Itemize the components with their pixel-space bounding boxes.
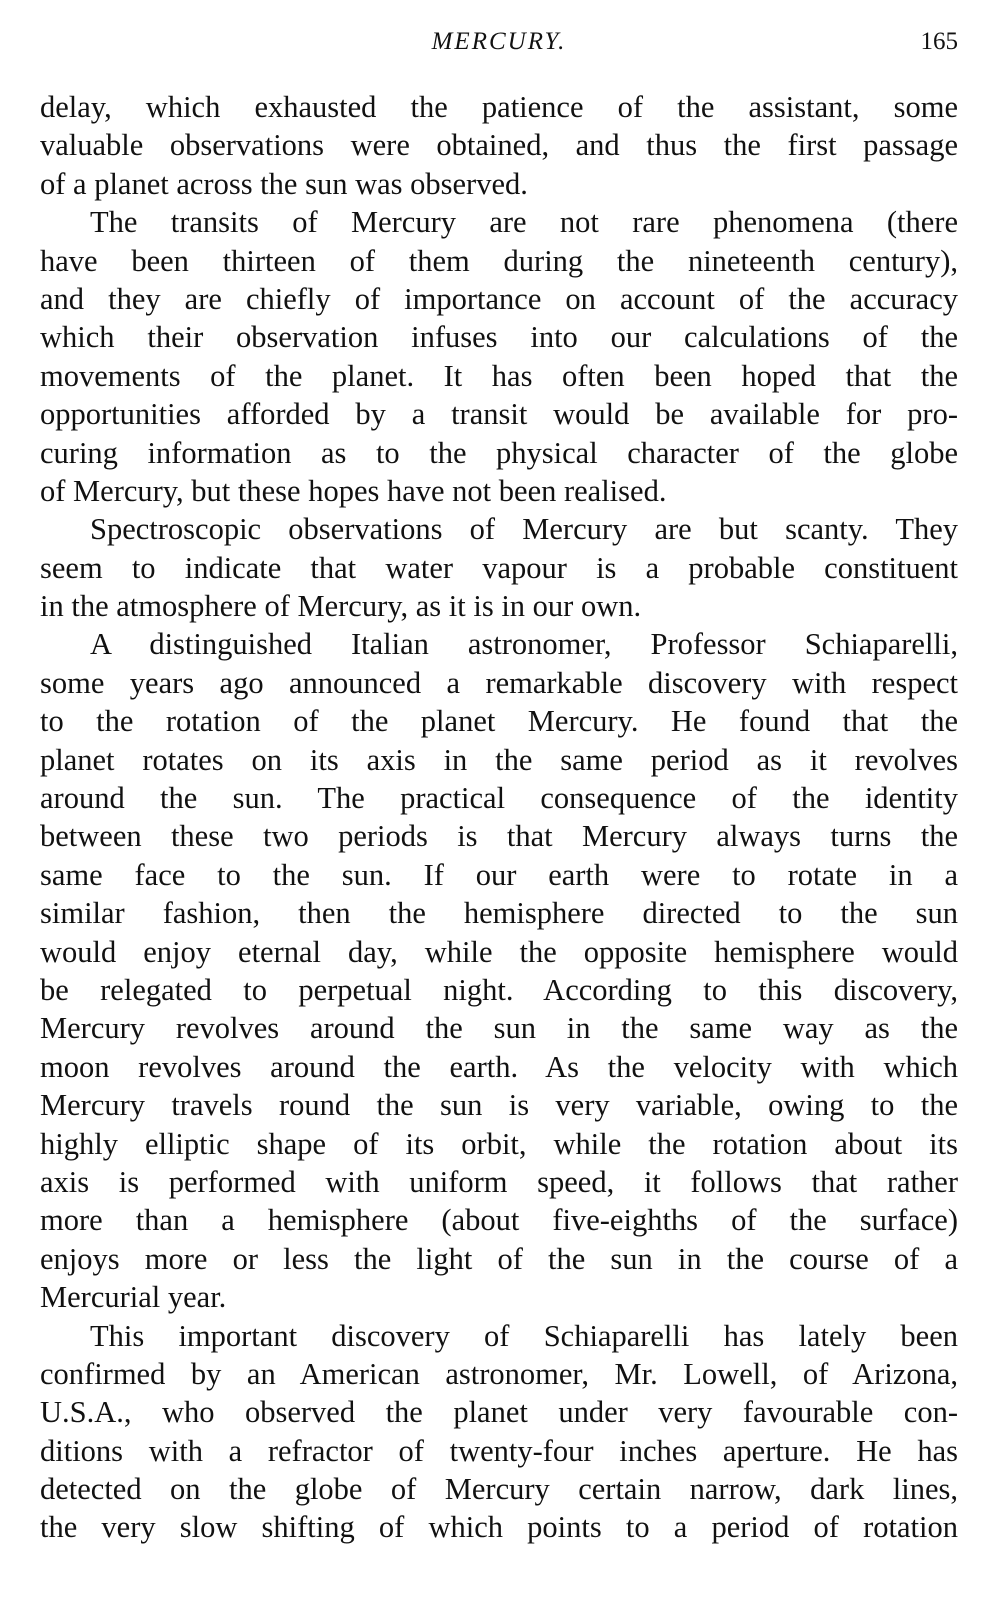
text-line: same face to the sun. If our earth were to rotate in a [40, 857, 958, 892]
text-line: Mercurial year. [40, 1280, 227, 1315]
body-text [40, 88, 958, 1547]
text-line: planet rotates on its axis in the same period as it revolves [40, 742, 958, 777]
text-line: around the sun. The practical consequence of the identity [40, 781, 958, 816]
text-line: The transits of Mercury are not rare phenomena (there [90, 205, 958, 240]
text-line: Mercury revolves around the sun in the same way as the [40, 1011, 958, 1046]
paragraph [40, 1317, 958, 1547]
book-page [40, 22, 958, 1602]
text-line: movements of the planet. It has often been hoped that the [40, 358, 958, 393]
text-line: of Mercury, but these hopes have not been realised. [40, 473, 667, 508]
text-line: enjoys more or less the light of the sun in the course of a [40, 1241, 958, 1276]
text-line: and they are chiefly of importance on account of the accuracy [40, 281, 958, 316]
text-line: be relegated to perpetual night. According to this discovery, [40, 972, 958, 1007]
text-line: A distinguished Italian astronomer, Professor Schiaparelli, [90, 627, 958, 662]
text-line: of a planet across the sun was observed. [40, 166, 528, 201]
text-line: to the rotation of the planet Mercury. He found that the [40, 704, 958, 739]
text-line: which their observation infuses into our calculations of the [40, 320, 958, 355]
paragraph [40, 625, 958, 1316]
running-head [40, 22, 958, 62]
text-line: seem to indicate that water vapour is a probable constituent [40, 550, 958, 585]
text-line: detected on the globe of Mercury certain narrow, dark lines, [40, 1472, 958, 1507]
text-line: confirmed by an American astronomer, Mr. Lowell, of Arizona, [40, 1356, 958, 1391]
text-line: ditions with a refractor of twenty-four inches aperture. He has [40, 1433, 958, 1468]
text-line: more than a hemisphere (about five-eighths of the surface) [40, 1203, 958, 1238]
text-line: curing information as to the physical character of the globe [40, 435, 958, 470]
text-line: Spectroscopic observations of Mercury are but scanty. They [90, 512, 958, 547]
text-line: highly elliptic shape of its orbit, while the rotation about its [40, 1126, 958, 1161]
text-line: moon revolves around the earth. As the velocity with which [40, 1049, 958, 1084]
page-number: 165 [920, 28, 958, 55]
text-line: the very slow shifting of which points to a period of rotation [40, 1510, 958, 1545]
text-line: have been thirteen of them during the nineteenth century), [40, 243, 958, 278]
text-line: between these two periods is that Mercury always turns the [40, 819, 958, 854]
text-line: axis is performed with uniform speed, it follows that rather [40, 1164, 958, 1199]
text-line: This important discovery of Schiaparelli has lately been [90, 1318, 958, 1353]
text-line: would enjoy eternal day, while the opposite hemisphere would [40, 934, 958, 969]
running-title: MERCURY. [431, 28, 567, 55]
text-line: similar fashion, then the hemisphere directed to the sun [40, 896, 958, 931]
text-line: in the atmosphere of Mercury, as it is in our own. [40, 589, 642, 624]
text-line: delay, which exhausted the patience of the assistant, some [40, 90, 958, 124]
paragraph [40, 88, 958, 203]
paragraph [40, 203, 958, 510]
text-line: Mercury travels round the sun is very variable, owing to the [40, 1088, 958, 1123]
text-line: opportunities afforded by a transit would be available for pro- [40, 397, 958, 432]
text-line: some years ago announced a remarkable discovery with respect [40, 665, 958, 700]
text-line: valuable observations were obtained, and thus the first passage [40, 128, 958, 163]
text-line: U.S.A., who observed the planet under very favourable con- [40, 1395, 958, 1430]
paragraph [40, 510, 958, 625]
